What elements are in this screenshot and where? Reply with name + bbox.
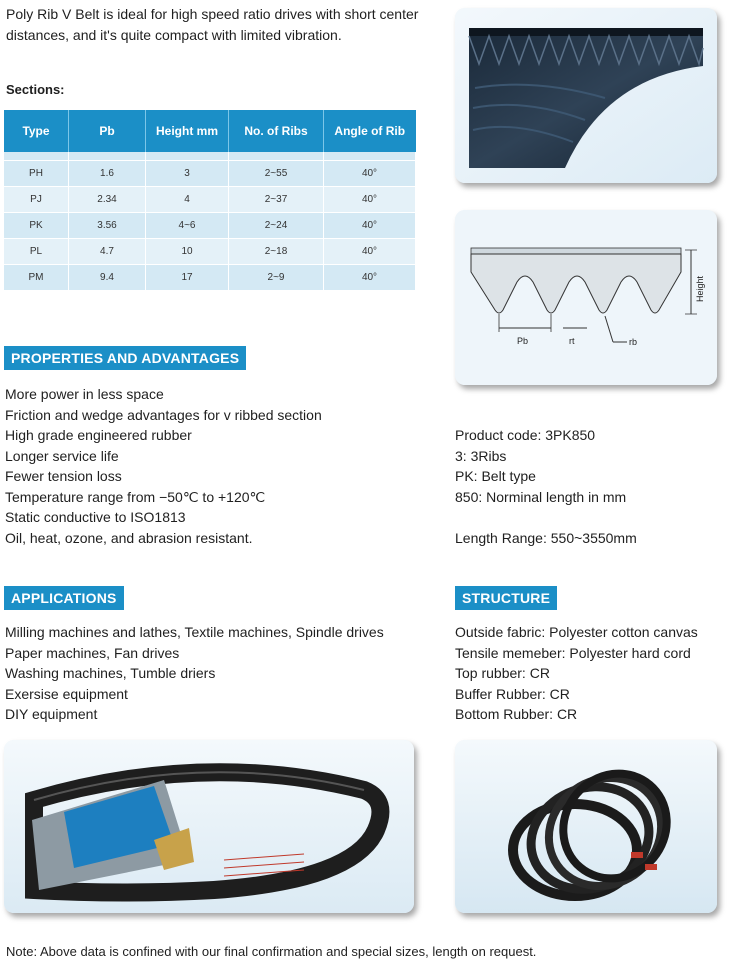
applications-title: APPLICATIONS — [4, 586, 124, 610]
list-item: Outside fabric: Polyester cotton canvas — [455, 624, 698, 640]
length-range: Length Range: 550~3550mm — [455, 530, 637, 546]
list-item: Paper machines, Fan drives — [5, 644, 180, 661]
list-item: Tensile memeber: Polyester hard cord — [455, 644, 691, 661]
list-item: Friction and wedge advantages for v ribbed section — [5, 406, 322, 423]
list-item: Top rubber: CR — [455, 665, 550, 681]
product-code-list — [455, 425, 626, 507]
table-cell: 40° — [324, 239, 416, 265]
intro-text: Poly Rib V Belt is ideal for high speed ratio drives with short center distances, and it's quite compact with limited vibration. — [6, 6, 419, 43]
list-item: Buffer Rubber: CR — [455, 685, 570, 702]
header-type: Type — [4, 110, 69, 152]
table-cell: 4.7 — [69, 239, 146, 265]
list-item: High grade engineered rubber — [5, 427, 192, 443]
table-cell: 2~9 — [229, 265, 324, 291]
table-cell: PJ — [4, 187, 69, 213]
table-row — [4, 213, 416, 239]
applications-list — [5, 622, 384, 725]
table-cell: 10 — [146, 239, 229, 265]
list-item: 850: Norminal length in mm — [455, 488, 627, 505]
table-cell: 3 — [146, 161, 229, 187]
pb-label: Pb — [517, 336, 529, 346]
height-label: Height — [695, 275, 705, 302]
table-cell: 2~37 — [229, 187, 324, 213]
belt-profile-diagram — [455, 210, 717, 385]
header-pb: Pb — [69, 110, 146, 152]
footer-note: Note: Above data is confined with our final confirmation and special sizes, length on request. — [6, 944, 537, 959]
list-item: Temperature range from −50℃ to +120℃ — [5, 488, 266, 505]
table-row — [4, 161, 416, 187]
header-ribs: No. of Ribs — [229, 110, 324, 152]
table-cell: 2~24 — [229, 213, 324, 239]
table-cell: 2.34 — [69, 187, 146, 213]
list-item: Oil, heat, ozone, and abrasion resistant. — [5, 529, 253, 546]
properties-list — [5, 384, 322, 548]
rt-label: rt — [569, 336, 575, 346]
list-item: Product code: 3PK850 — [455, 427, 596, 443]
table-cell: 17 — [146, 265, 229, 291]
list-item: DIY equipment — [5, 706, 98, 722]
table-cell: PK — [4, 213, 69, 239]
table-row — [4, 187, 416, 213]
table-cell: 40° — [324, 265, 416, 291]
header-angle: Angle of Rib — [324, 110, 416, 152]
table-cell: 40° — [324, 161, 416, 187]
list-item: Washing machines, Tumble driers — [5, 665, 216, 681]
table-spacer-row — [4, 152, 416, 161]
belt-cross-section-photo — [455, 8, 717, 183]
table-row — [4, 239, 416, 265]
table-cell: 40° — [324, 213, 416, 239]
table-header-row — [4, 110, 416, 152]
table-cell: 2~18 — [229, 239, 324, 265]
rb-label: rb — [629, 337, 638, 347]
list-item: Fewer tension loss — [5, 468, 122, 484]
belt-product-photo — [4, 740, 414, 913]
list-item: Milling machines and lathes, Textile machines, Spindle drives — [5, 624, 384, 640]
structure-title: STRUCTURE — [455, 586, 557, 610]
list-item: PK: Belt type — [455, 468, 536, 484]
table-cell: 1.6 — [69, 161, 146, 187]
table-cell: 40° — [324, 187, 416, 213]
list-item: Longer service life — [5, 447, 119, 464]
table-cell: 9.4 — [69, 265, 146, 291]
list-item: Exersise equipment — [5, 685, 128, 702]
list-item: 3: 3Ribs — [455, 447, 507, 464]
table-cell: 3.56 — [69, 213, 146, 239]
list-item: Bottom Rubber: CR — [455, 706, 578, 722]
header-height: Height mm — [146, 110, 229, 152]
properties-title: PROPERTIES AND ADVANTAGES — [4, 346, 246, 370]
sections-title: Sections: — [6, 82, 65, 97]
list-item: More power in less space — [5, 386, 164, 402]
table-cell: PH — [4, 161, 69, 187]
table-cell: PM — [4, 265, 69, 291]
table-row — [4, 265, 416, 291]
sections-table — [4, 110, 416, 291]
structure-list — [455, 622, 698, 725]
table-cell: PL — [4, 239, 69, 265]
table-cell: 4 — [146, 187, 229, 213]
table-cell: 2~55 — [229, 161, 324, 187]
table-cell: 4~6 — [146, 213, 229, 239]
coiled-belts-photo — [455, 740, 717, 913]
list-item: Static conductive to ISO1813 — [5, 509, 186, 525]
